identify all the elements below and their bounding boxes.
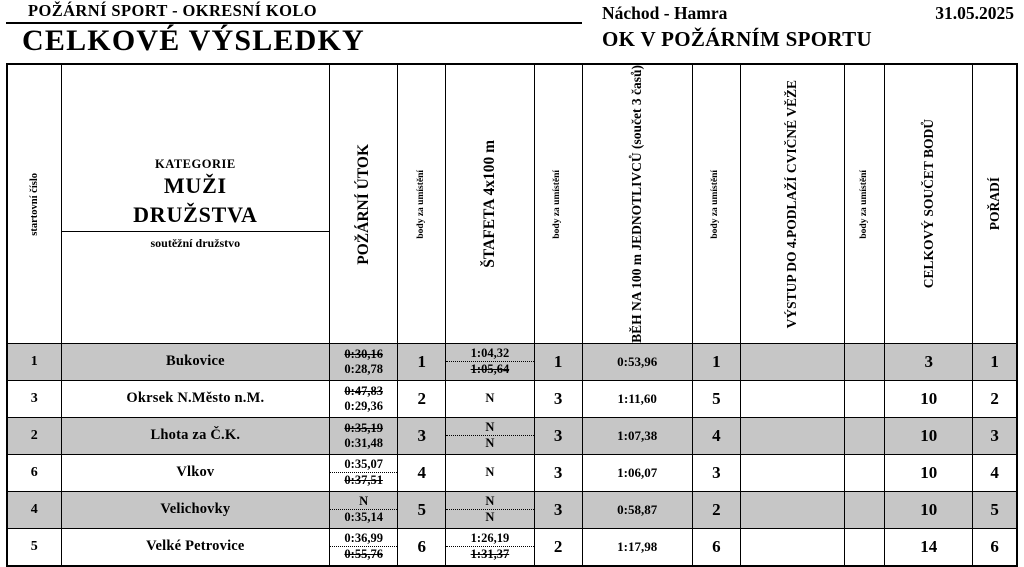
header-left [6, 2, 582, 62]
cell-celkovy-soucet: 10 [885, 454, 973, 491]
cell-poradi: 3 [973, 417, 1017, 454]
cell-stafeta [446, 380, 534, 417]
cell-points-2: 3 [534, 417, 582, 454]
stafeta-times [446, 494, 533, 526]
cell-start-number: 1 [7, 343, 61, 380]
utok-times-attempt-2: 0:37,51 [344, 473, 383, 488]
stafeta-times [446, 420, 533, 452]
col-pozarni-utok-label: POŽÁRNÍ ÚTOK [354, 143, 372, 265]
col-points-4-label: body za umístění [858, 169, 869, 239]
cell-team-name: Bukovice [61, 343, 330, 380]
table-row [7, 491, 1017, 528]
cell-start-number: 3 [7, 380, 61, 417]
cell-points-1: 5 [398, 491, 446, 528]
cell-team-name: Vlkov [61, 454, 330, 491]
stafeta-times-attempt-1: N [485, 391, 495, 406]
cell-beh-100m: 1:17,98 [582, 528, 692, 566]
cell-celkovy-soucet: 10 [885, 491, 973, 528]
stafeta-times [446, 391, 533, 406]
col-beh-100m-label: BĚH NA 100 m JEDNOTLIVCŮ (součet 3 časů) [629, 65, 645, 343]
cell-poradi: 2 [973, 380, 1017, 417]
stafeta-times-attempt-2: 1:05,64 [470, 362, 510, 377]
stafeta-times-attempt-1: N [446, 420, 533, 436]
cell-beh-100m: 0:53,96 [582, 343, 692, 380]
cell-points-3: 4 [692, 417, 740, 454]
cell-vystup [740, 417, 844, 454]
cell-pozarni-utok [330, 343, 398, 380]
cell-beh-100m: 1:06,07 [582, 454, 692, 491]
category-main-label-2: DRUŽSTVA [133, 202, 258, 228]
cell-celkovy-soucet: 10 [885, 380, 973, 417]
cell-vystup [740, 380, 844, 417]
stafeta-times [446, 465, 533, 480]
stafeta-times [446, 346, 533, 378]
cell-beh-100m: 1:11,60 [582, 380, 692, 417]
col-poradi-label: POŘADÍ [986, 177, 1002, 231]
cell-points-1: 6 [398, 528, 446, 566]
cell-stafeta [446, 454, 534, 491]
cell-start-number: 4 [7, 491, 61, 528]
col-vystup-label: VÝSTUP DO 4.PODLAŽÍ CVIČNÉ VĚŽE [784, 79, 800, 329]
col-start-number-label: startovní číslo [28, 172, 40, 236]
col-start-number [7, 64, 61, 343]
utok-times-attempt-2: 0:35,14 [344, 510, 383, 525]
cell-stafeta [446, 343, 534, 380]
cell-celkovy-soucet: 10 [885, 417, 973, 454]
col-poradi [973, 64, 1017, 343]
event-subtitle: OK V POŽÁRNÍM SPORTU [602, 27, 872, 51]
cell-poradi: 5 [973, 491, 1017, 528]
cell-celkovy-soucet: 3 [885, 343, 973, 380]
cell-celkovy-soucet: 14 [885, 528, 973, 566]
cell-points-1: 1 [398, 343, 446, 380]
col-pozarni-utok [330, 64, 398, 343]
cell-start-number: 5 [7, 528, 61, 566]
table-row [7, 417, 1017, 454]
cell-start-number: 6 [7, 454, 61, 491]
cell-points-4 [845, 454, 885, 491]
col-points-1-label: body za umístění [415, 169, 426, 239]
table-row [7, 380, 1017, 417]
utok-times-attempt-1: N [330, 494, 397, 510]
cell-team-name: Okrsek N.Město n.M. [61, 380, 330, 417]
col-points-3 [692, 64, 740, 343]
col-points-3-label: body za umístění [710, 169, 721, 239]
table-header-row [7, 64, 1017, 343]
header-place-date [592, 2, 1018, 24]
document-header [6, 0, 1018, 62]
category-sub-label: soutěžní družstvo [150, 236, 241, 251]
cell-poradi: 1 [973, 343, 1017, 380]
event-date: 31.05.2025 [935, 3, 1014, 23]
stafeta-times [446, 531, 533, 563]
cell-points-2: 1 [534, 343, 582, 380]
cell-points-3: 3 [692, 454, 740, 491]
event-place: Náchod - Hamra [602, 3, 728, 23]
results-table [6, 63, 1018, 567]
stafeta-times-attempt-1: 1:26,19 [446, 531, 533, 547]
col-points-4 [845, 64, 885, 343]
cell-team-name: Velichovky [61, 491, 330, 528]
cell-vystup [740, 343, 844, 380]
category-top-label: KATEGORIE [155, 157, 236, 172]
cell-points-3: 2 [692, 491, 740, 528]
utok-times [330, 347, 397, 378]
utok-times [330, 384, 397, 415]
cell-team-name: Velké Petrovice [61, 528, 330, 566]
col-points-2-label: body za umístění [552, 169, 563, 239]
col-stafeta-label: ŠTAFETA 4x100 m [480, 140, 498, 268]
cell-points-4 [845, 528, 885, 566]
event-line: POŽÁRNÍ SPORT - OKRESNÍ KOLO [28, 1, 318, 20]
cell-pozarni-utok [330, 454, 398, 491]
cell-pozarni-utok [330, 380, 398, 417]
cell-points-4 [845, 380, 885, 417]
cell-points-2: 3 [534, 454, 582, 491]
cell-stafeta [446, 491, 534, 528]
results-body [7, 343, 1017, 566]
cell-points-3: 1 [692, 343, 740, 380]
cell-poradi: 6 [973, 528, 1017, 566]
cell-pozarni-utok [330, 528, 398, 566]
cell-vystup [740, 491, 844, 528]
cell-points-4 [845, 491, 885, 528]
cell-vystup [740, 454, 844, 491]
cell-stafeta [446, 417, 534, 454]
stafeta-times-attempt-2: N [485, 510, 495, 525]
cell-points-2: 2 [534, 528, 582, 566]
cell-points-4 [845, 417, 885, 454]
stafeta-times-attempt-2: 1:31,37 [470, 547, 510, 562]
utok-times [330, 494, 397, 526]
col-celkovy-soucet-label: CELKOVÝ SOUČET BODŮ [920, 119, 936, 289]
cell-points-3: 5 [692, 380, 740, 417]
cell-beh-100m: 0:58,87 [582, 491, 692, 528]
utok-times-attempt-1: 0:47,83 [344, 383, 383, 398]
table-row [7, 343, 1017, 380]
cell-pozarni-utok [330, 417, 398, 454]
col-points-2 [534, 64, 582, 343]
stafeta-times-attempt-2: N [485, 436, 495, 451]
cell-points-1: 4 [398, 454, 446, 491]
cell-points-4 [845, 343, 885, 380]
col-vystup [740, 64, 844, 343]
table-row [7, 528, 1017, 566]
cell-points-2: 3 [534, 380, 582, 417]
utok-times-attempt-1: 0:36,99 [330, 531, 397, 547]
utok-times-attempt-2: 0:28,78 [344, 361, 383, 376]
col-stafeta [446, 64, 534, 343]
table-row [7, 454, 1017, 491]
cell-points-1: 2 [398, 380, 446, 417]
col-celkovy-soucet [885, 64, 973, 343]
category-main-label-1: MUŽI [163, 173, 227, 199]
utok-times [330, 531, 397, 563]
stafeta-times-attempt-1: 1:04,32 [446, 346, 533, 362]
col-category [61, 64, 330, 343]
cell-stafeta [446, 528, 534, 566]
cell-points-1: 3 [398, 417, 446, 454]
page-title: CELKOVÉ VÝSLEDKY [22, 24, 365, 58]
cell-beh-100m: 1:07,38 [582, 417, 692, 454]
cell-points-3: 6 [692, 528, 740, 566]
utok-times [330, 421, 397, 452]
utok-times [330, 457, 397, 489]
cell-poradi: 4 [973, 454, 1017, 491]
col-points-1 [398, 64, 446, 343]
stafeta-times-attempt-1: N [446, 494, 533, 510]
utok-times-attempt-2: 0:55,76 [344, 547, 383, 562]
col-beh-100m [582, 64, 692, 343]
utok-times-attempt-1: 0:30,16 [344, 346, 383, 361]
stafeta-times-attempt-1: N [485, 465, 495, 480]
cell-pozarni-utok [330, 491, 398, 528]
cell-points-2: 3 [534, 491, 582, 528]
utok-times-attempt-2: 0:29,36 [344, 398, 383, 413]
cell-vystup [740, 528, 844, 566]
utok-times-attempt-2: 0:31,48 [344, 435, 383, 450]
utok-times-attempt-1: 0:35,07 [330, 457, 397, 473]
utok-times-attempt-1: 0:35,19 [344, 420, 383, 435]
header-right [582, 2, 1018, 62]
cell-team-name: Lhota za Č.K. [61, 417, 330, 454]
cell-start-number: 2 [7, 417, 61, 454]
